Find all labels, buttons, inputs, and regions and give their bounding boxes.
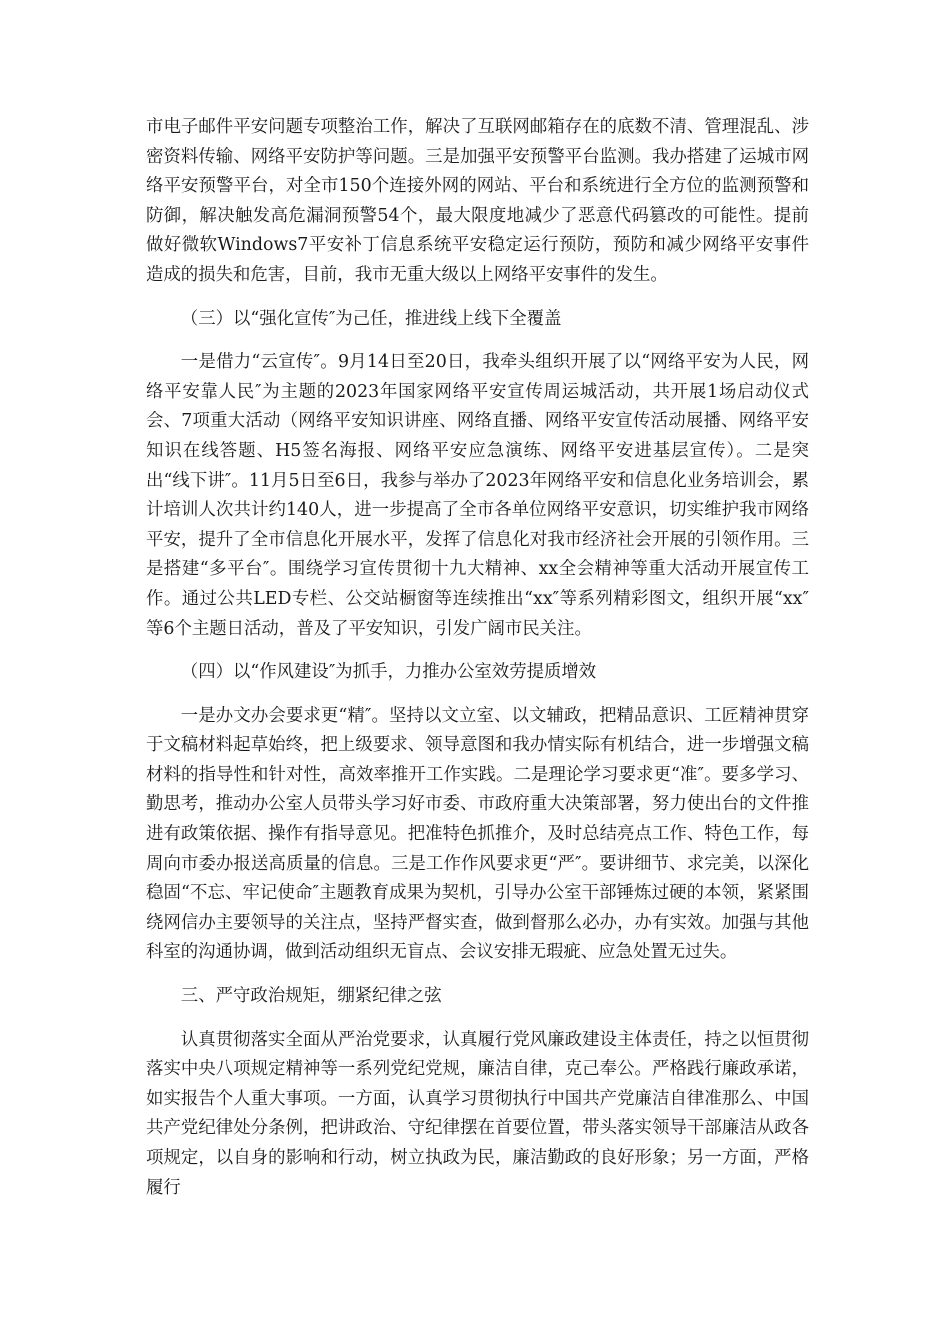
section-heading-political-rules: 三、严守政治规矩，绷紧纪律之弦 (180, 986, 442, 1007)
paragraph-network-security-continuation: 市电子邮件平安问题专项整治工作，解决了互联网邮箱存在的底数不清、管理混乱、涉密资料传输、网络平安防护等问题。三是加强平安预警平台监测。我办搭建了运城市网络平安预警平台，对全市150个连接外网的网站、平台和系统进行全方位的监测预警和防御，解决触发高危漏洞预警54个，最大限度地减少了恶意代码篡改的可能性。提前做好微软Windows7平安补丁信息系统平安稳定运行预防，预防和减少网络平安事件造成的损失和危害，目前，我市无重大级以上网络平安事件的发生。 (146, 117, 809, 285)
section-heading-work-style: （四）以“作风建设″为抓手，力推办公室效劳提质增效 (180, 662, 597, 683)
section-heading-publicity: （三）以“强化宣传″为己任，推进线上线下全覆盖 (180, 308, 562, 329)
document-page (146, 113, 809, 1203)
paragraph-work-style-body: 一是办文办会要求更“精″。坚持以文立室、以文辅政，把精品意识、工匠精神贯穿于文稿材料起草始终，把上级要求、领导意图和我办情实际有机结合，进一步增强文稿材料的指导性和针对性，高效率推开工作实践。二是理论学习要求更“准″。要多学习、勤思考，推动办公室人员带头学习好市委、市政府重大决策部署，努力使出台的文件推进有政策依据、操作有指导意见。把准特色抓推介，及时总结亮点工作、特色工作，每周向市委办报送高质量的信息。三是工作作风要求更“严″。要讲细节、求完美，以深化稳固“不忘、牢记使命″主题教育成果为契机，引导办公室干部锤炼过硬的本领，紧紧围绕网信办主要领导的关注点，坚持严督实查，做到督那么必办，办有实效。加强与其他科室的沟通协调，做到活动组织无盲点、会议安排无瑕疵、应急处置无过失。 (146, 705, 809, 963)
paragraph-political-rules-body: 认真贯彻落实全面从严治党要求，认真履行党风廉政建设主体责任，持之以恒贯彻落实中央八项规定精神等一系列党纪党规，廉洁自律，克己奉公。严格践行廉政承诺，如实报告个人重大事项。一方面，认真学习贯彻执行中国共产党廉洁自律准那么、中国共产党纪律处分条例，把讲政治、守纪律摆在首要位置，带头落实领导干部廉洁从政各项规定，以自身的影响和行动，树立执政为民，廉洁勤政的良好形象；另一方面，严格履行 (146, 1029, 809, 1198)
paragraph-publicity-body: 一是借力“云宣传″。9月14日至20日，我牵头组织开展了以“网络平安为人民，网络平安靠人民″为主题的2023年国家网络平安宣传周运城活动，共开展1场启动仪式会、7项重大活动（网络平安知识讲座、网络直播、网络平安宣传活动展播、网络平安知识在线答题、H5签名海报、网络平安应急演练、网络平安进基层宣传）。二是突出“线下讲″。11月5日至6日，我参与举办了2023年网络平安和信息化业务培训会，累计培训人次共计约140人，进一步提高了全市各单位网络平安意识，切实维护我市网络平安，提升了全市信息化开展水平，发挥了信息化对我市经济社会开展的引领作用。三是搭建“多平台″。围绕学习宣传贯彻十九大精神、xx全会精神等重大活动开展宣传工作。通过公共LED专栏、公交站橱窗等连续推出“xx″等系列精彩图文，组织开展“xx″等6个主题日活动，普及了平安知识，引发广阔市民关注。 (146, 352, 809, 639)
